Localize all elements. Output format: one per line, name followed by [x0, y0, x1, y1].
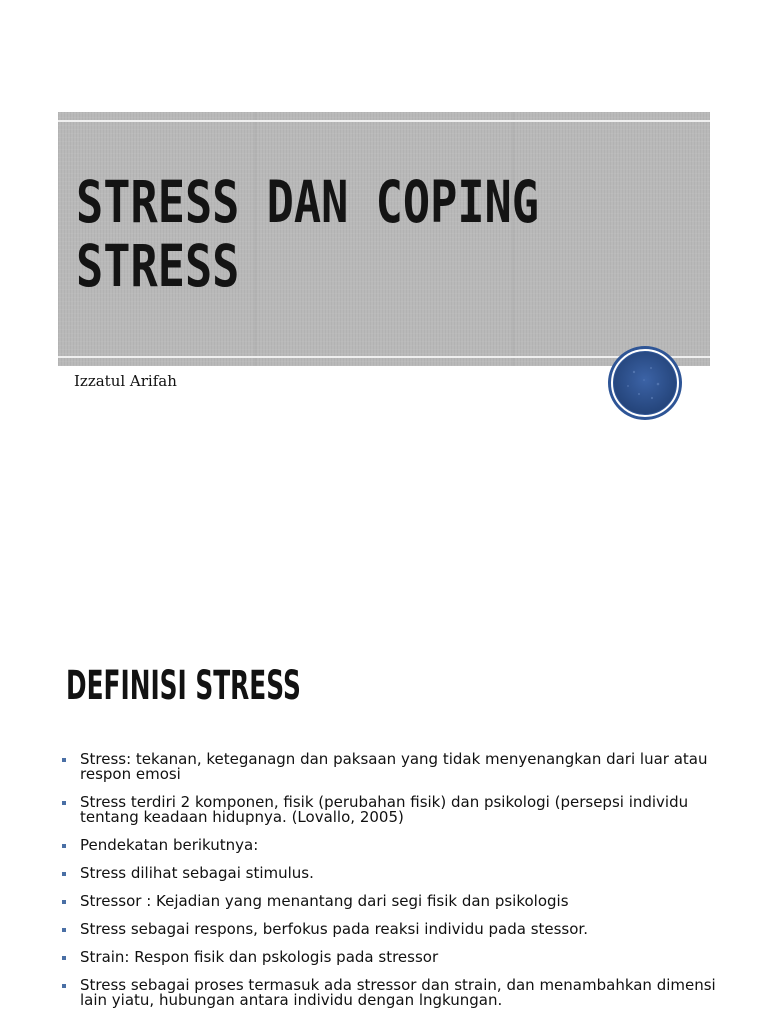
square-bullet-icon	[62, 900, 66, 904]
square-bullet-icon	[62, 801, 66, 805]
list-item-text: Stress dilihat sebagai stimulus.	[80, 864, 314, 882]
list-item	[62, 978, 722, 1008]
author-name: Izzatul Arifah	[74, 372, 177, 390]
list-item	[62, 950, 722, 965]
list-item-text: Stressor : Kejadian yang menantang dari segi fisik dan psikologis	[80, 892, 569, 910]
main-title: STRESS DAN COPING STRESS	[76, 168, 540, 300]
definition-list	[62, 752, 722, 1021]
list-item	[62, 838, 722, 853]
list-item	[62, 795, 722, 825]
title-banner	[58, 112, 710, 366]
list-item-text: Pendekatan berikutnya:	[80, 836, 259, 854]
seal-icon	[606, 344, 684, 422]
square-bullet-icon	[62, 758, 66, 762]
list-item	[62, 894, 722, 909]
square-bullet-icon	[62, 928, 66, 932]
list-item	[62, 752, 722, 782]
list-item-text: Stress: tekanan, keteganagn dan paksaan yang tidak menyenangkan dari luar atau respon emosi	[80, 750, 708, 783]
square-bullet-icon	[62, 872, 66, 876]
list-item-text: Stress sebagai respons, berfokus pada reaksi individu pada stessor.	[80, 920, 588, 938]
section-title: DEFINISI STRESS	[66, 663, 301, 709]
square-bullet-icon	[62, 844, 66, 848]
list-item-text: Stress sebagai proses termasuk ada stressor dan strain, dan menambahkan dimensi lain yiatu, hubungan antara individu dengan lngkungan.	[80, 976, 716, 1009]
square-bullet-icon	[62, 956, 66, 960]
banner-top-rule	[58, 120, 710, 122]
list-item	[62, 922, 722, 937]
list-item-text: Strain: Respon fisik dan pskologis pada stressor	[80, 948, 439, 966]
list-item	[62, 866, 722, 881]
list-item-text: Stress terdiri 2 komponen, fisik (perubahan fisik) dan psikologi (persepsi individu tentang keadaan hidupnya. (Lovallo, 2005)	[80, 793, 689, 826]
square-bullet-icon	[62, 984, 66, 988]
